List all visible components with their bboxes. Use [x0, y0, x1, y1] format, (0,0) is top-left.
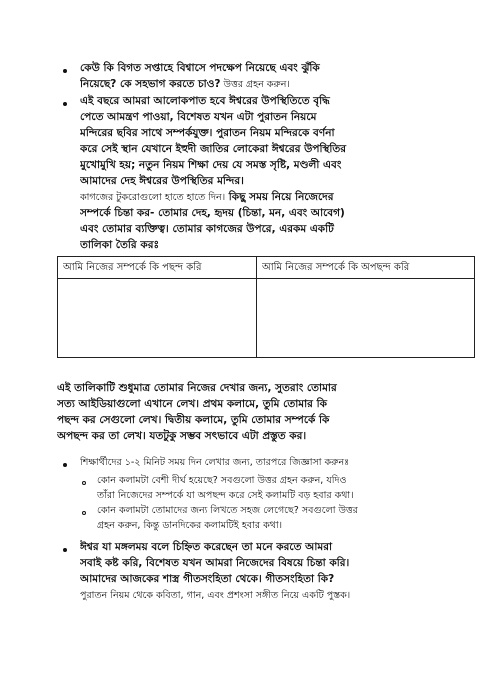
bullet2-line6: আমাদের দেহ ঈশ্বরের উপস্থিতির মন্দির।: [80, 175, 244, 187]
sub2-line1: কোন কলামটা তোমাদের জন্য লিখতে সহজ লেগেছে? সবগুলো উত্তর: [97, 505, 358, 516]
handout-instruction: কাগজের টুকরোগুলো হাতে হাতে দিন।: [80, 192, 226, 203]
paragraph-line1: এই তালিকাটি শুধুমাত্র তোমার নিজের দেখার জন্য, সুতরাং তোমার: [57, 382, 337, 394]
section2-bullet2-line3: আমাদের আজকের শাস্ত্র গীতসংহিতা থেকে। গীতসংহিতা কি?: [80, 573, 335, 585]
paragraph-line2: সত্য আইডিয়াগুলো এখানে লেখ। প্রথম কলামে, তুমি তোমার কি: [57, 398, 327, 410]
bullet2-line5: মুখোমুখি হয়; নতুন নিয়ম শিক্ষা দেয় যে সমস্ত সৃষ্টি, মণ্ডলী এবং: [80, 159, 342, 171]
bullet2-line10: তালিকা তৈরি করঃ: [80, 239, 160, 251]
table-column-divider: [256, 257, 257, 357]
bullet2-line4: করে সেই স্থান যেখানে ইহুদী জাতির লোকেরা ঈশ্বরের উপস্থিতির: [80, 143, 347, 155]
sub-bullet-marker: [82, 481, 86, 485]
table-header-divider: [58, 278, 474, 279]
bullet-marker: [63, 548, 67, 552]
bullet-marker: [63, 463, 67, 467]
bullet-marker: [63, 69, 67, 73]
bullet1-line2-instruction: উত্তর গ্রহন করুন।: [220, 79, 290, 90]
paragraph-line4: অপছন্দ কর তা লেখ। যতটুকু সম্ভব সৎভাবে এটা প্রস্তুত কর।: [57, 430, 307, 442]
bullet2-line2: পেতে আমন্ত্রণ পাওয়া, বিশেষত যখন এটা পুরাতন নিয়মে: [80, 111, 317, 123]
bullet2-line7: [80, 190, 475, 205]
bullet1-line2-question: নিয়েছে? কে সহভাগ করতে চাও?: [80, 78, 221, 90]
section2-bullet1: শিক্ষার্থীদের ১-২ মিনিট সময় দিন লেখার জন্য, তারপরে জিজ্ঞাসা করুনঃ: [80, 457, 350, 468]
bullet1-line1: কেউ কি বিগত সপ্তাহে বিশ্বাসে পদক্ষেপ নিয়েছে এবং ঝুঁকি: [80, 62, 320, 74]
table-header-likes: আমি নিজের সম্পর্কে কি পছন্দ করি: [63, 262, 202, 273]
reflection-prompt-start: কিছু সময় নিয়ে নিজেদের: [225, 191, 334, 203]
bullet2-line8: সম্পর্কে চিন্তা কর- তোমার দেহ, হৃদয় (চিন্তা, মন, এবং আবেগ): [80, 207, 345, 219]
sub1-line2: তাঁরা নিজেদের সম্পর্কে যা অপছন্দ করে সেই কলামটি বড় হবার কথা।: [97, 490, 354, 501]
bullet2-line1: এই বছরে আমরা আলোকপাত হবে ঈশ্বরের উপস্থিতিতে বৃদ্ধি: [80, 95, 330, 107]
section2-bullet2-line4: পুরাতন নিয়ম থেকে কবিতা, গান, এবং প্রশংসা সঙ্গীত নিয়ে একটি পুস্তক।: [80, 590, 351, 601]
section2-bullet2-line1: ঈশ্বর যা মঙ্গলময় বলে চিহ্নিত করেছেন তা মনে করতে আমরা: [80, 541, 333, 553]
table-header-dislikes: আমি নিজের সম্পর্কে কি অপছন্দ করি: [262, 262, 410, 273]
sub1-line1: কোন কলামটা বেশী দীর্ঘ হয়েছে? সবগুলো উত্তর গ্রহন করুন, যদিও: [97, 475, 347, 486]
bullet1-line2: [80, 77, 475, 92]
bullet-marker: [63, 102, 67, 106]
paragraph-line3: পছন্দ কর সেগুলো লেখ। দ্বিতীয় কলামে, তুমি তোমার সম্পর্কে কি: [57, 414, 330, 426]
sub-bullet-marker: [82, 511, 86, 515]
likes-dislikes-table: [57, 256, 475, 358]
bullet2-line3: মন্দিরের ছবির সাথে সম্পর্কযুক্ত। পুরাতন নিয়ম মন্দিরকে বর্ণনা: [80, 127, 335, 139]
bullet2-line9: এবং তোমার ব্যক্তিত্ব। তোমার কাগজের উপরে, এরকম একটি: [80, 223, 334, 235]
sub2-line2: গ্রহন করুন, কিন্তু ডানদিকের কলামটিই হবার কথা।: [97, 520, 283, 531]
section2-bullet2-line2: সবাই কষ্ট করি, বিশেষত যখন আমরা নিজেদের বিষয়ে চিন্তা করি।: [80, 557, 350, 569]
